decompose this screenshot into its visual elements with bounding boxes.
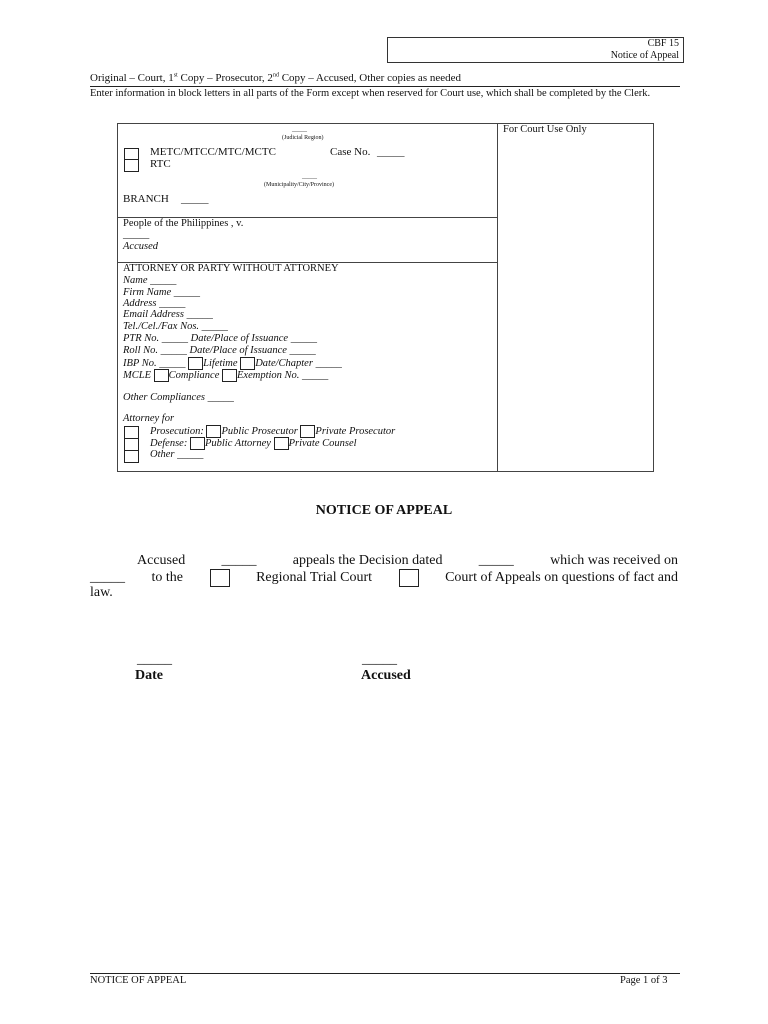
compliance-checkbox[interactable] xyxy=(154,369,169,382)
notice-accused-blank[interactable]: _____ xyxy=(221,553,257,568)
ibp-blank[interactable]: _____ xyxy=(159,357,186,369)
notice-received-text: which was received on xyxy=(550,553,678,568)
ptr-date-blank[interactable]: _____ xyxy=(290,333,317,344)
date-signature-blank[interactable]: _____ xyxy=(137,652,172,667)
notice-line-2 xyxy=(90,569,678,587)
notice-rtc-label: Regional Trial Court xyxy=(256,570,372,585)
branch-label: BRANCH xyxy=(123,193,169,205)
distribution-sup2: nd xyxy=(272,72,279,79)
notice-title: NOTICE OF APPEAL xyxy=(315,503,453,518)
private-prosecutor-label: Private Prosecutor xyxy=(315,425,396,437)
tel-blank[interactable]: _____ xyxy=(201,321,228,332)
attorney-heading: ATTORNEY OR PARTY WITHOUT ATTORNEY xyxy=(123,263,339,274)
footer-divider xyxy=(90,973,680,974)
email-blank[interactable]: _____ xyxy=(186,309,213,320)
date-signature-label: Date xyxy=(135,668,163,683)
ptr-date-label: Date/Place of Issuance xyxy=(190,333,289,344)
court-option-metc: METC/MTCC/MTC/MCTC xyxy=(150,146,276,158)
notice-accused-word: Accused xyxy=(137,553,186,568)
form-code-box xyxy=(387,37,684,63)
case-no-label: Case No. xyxy=(330,146,371,158)
other-compliances-blank[interactable]: _____ xyxy=(207,392,234,403)
notice-decision-text: appeals the Decision dated xyxy=(292,553,443,568)
lifetime-label: Lifetime xyxy=(203,357,238,369)
people-label: People of the Philippines , v. xyxy=(123,218,244,229)
branch-blank[interactable]: _____ xyxy=(181,193,209,205)
attorney-for-label: Attorney for xyxy=(123,413,175,424)
other-label: Other xyxy=(150,449,175,460)
attorney-name-row xyxy=(123,275,176,286)
instruction-text: Enter information in block letters in all parts of the Form except when reserved for Court use, which shall be completed by the Clerk. xyxy=(90,88,651,99)
email-row xyxy=(123,309,213,320)
form-name: Notice of Appeal xyxy=(610,50,679,61)
notice-decision-date-blank[interactable]: _____ xyxy=(478,553,514,568)
footer-page-number: Page 1 of 3 xyxy=(620,975,668,986)
accused-blank-caption[interactable]: _____ xyxy=(123,229,150,240)
rtc-appeal-checkbox[interactable] xyxy=(210,569,230,587)
ibp-label: IBP No. xyxy=(123,357,157,369)
address-blank[interactable]: _____ xyxy=(159,298,186,309)
accused-signature-label: Accused xyxy=(361,668,411,683)
other-compliances-row xyxy=(123,392,234,403)
date-chapter-label: Date/Chapter xyxy=(255,357,313,369)
private-counsel-label: Private Counsel xyxy=(288,437,357,449)
email-label: Email Address xyxy=(123,309,184,320)
date-chapter-blank[interactable]: _____ xyxy=(315,357,342,369)
form-code: CBF 15 xyxy=(647,38,679,49)
public-prosecutor-label: Public Prosecutor xyxy=(221,425,298,437)
exemption-blank[interactable]: _____ xyxy=(302,369,329,381)
distribution-part1: Original – Court, 1 xyxy=(90,72,174,84)
municipality-label: (Municipality/City/Province) xyxy=(264,182,334,188)
address-row xyxy=(123,298,185,309)
accused-label-caption: Accused xyxy=(123,241,158,252)
other-blank[interactable]: _____ xyxy=(177,449,204,460)
notice-ca-label: Court of Appeals on questions of fact and xyxy=(445,570,678,585)
court-use-divider xyxy=(497,123,498,471)
attorney-name-label: Name xyxy=(123,275,148,286)
ptr-row xyxy=(123,333,317,344)
distribution-divider xyxy=(90,86,680,87)
judicial-region-blank[interactable]: _____ xyxy=(292,127,307,133)
attorney-name-blank[interactable]: _____ xyxy=(150,275,177,286)
distribution-text xyxy=(90,72,461,84)
firm-name-label: Firm Name xyxy=(123,287,172,298)
distribution-sup1: st xyxy=(173,72,178,79)
address-label: Address xyxy=(123,298,157,309)
notice-line-3: law. xyxy=(90,585,113,600)
compliance-label: Compliance xyxy=(168,369,220,381)
notice-received-date-blank[interactable]: _____ xyxy=(90,570,125,585)
tel-label: Tel./Cel./Fax Nos. xyxy=(123,321,200,332)
footer-title: NOTICE OF APPEAL xyxy=(90,975,187,986)
court-use-label: For Court Use Only xyxy=(503,124,587,135)
judicial-region-label: (Judicial Region) xyxy=(282,135,324,141)
roll-date-label: Date/Place of Issuance xyxy=(189,345,287,356)
distribution-part2: Copy – Prosecutor, 2 xyxy=(177,72,273,84)
accused-signature-blank[interactable]: _____ xyxy=(362,652,397,667)
ca-appeal-checkbox[interactable] xyxy=(399,569,419,587)
case-no-blank[interactable]: _____ xyxy=(377,146,405,158)
rtc-checkbox[interactable] xyxy=(124,159,139,172)
notice-line-1 xyxy=(137,553,678,569)
other-compliances-label: Other Compliances xyxy=(123,392,205,403)
roll-label: Roll No. xyxy=(123,345,159,356)
firm-name-blank[interactable]: _____ xyxy=(173,287,200,298)
firm-name-row xyxy=(123,287,200,298)
roll-row xyxy=(123,345,316,356)
mcle-label: MCLE xyxy=(123,369,152,381)
other-row xyxy=(150,449,203,460)
notice-to-the: to the xyxy=(151,570,184,585)
distribution-part3: Copy – Accused, Other copies as needed xyxy=(278,72,461,84)
tel-row xyxy=(123,321,228,332)
mcle-row xyxy=(123,369,328,382)
prosecution-label: Prosecution: xyxy=(150,425,204,437)
municipality-blank[interactable]: _____ xyxy=(302,174,317,180)
defense-label: Defense: xyxy=(150,437,188,449)
exemption-checkbox[interactable] xyxy=(222,369,237,382)
roll-date-blank[interactable]: _____ xyxy=(289,345,316,356)
ptr-blank[interactable]: _____ xyxy=(161,333,189,344)
exemption-label: Exemption No. xyxy=(237,369,300,381)
ptr-label: PTR No. xyxy=(123,333,160,344)
other-checkbox[interactable] xyxy=(124,450,139,463)
roll-blank[interactable]: _____ xyxy=(160,345,187,356)
court-option-rtc: RTC xyxy=(150,158,171,170)
private-counsel-checkbox[interactable] xyxy=(274,437,289,450)
public-attorney-label: Public Attorney xyxy=(204,437,271,449)
